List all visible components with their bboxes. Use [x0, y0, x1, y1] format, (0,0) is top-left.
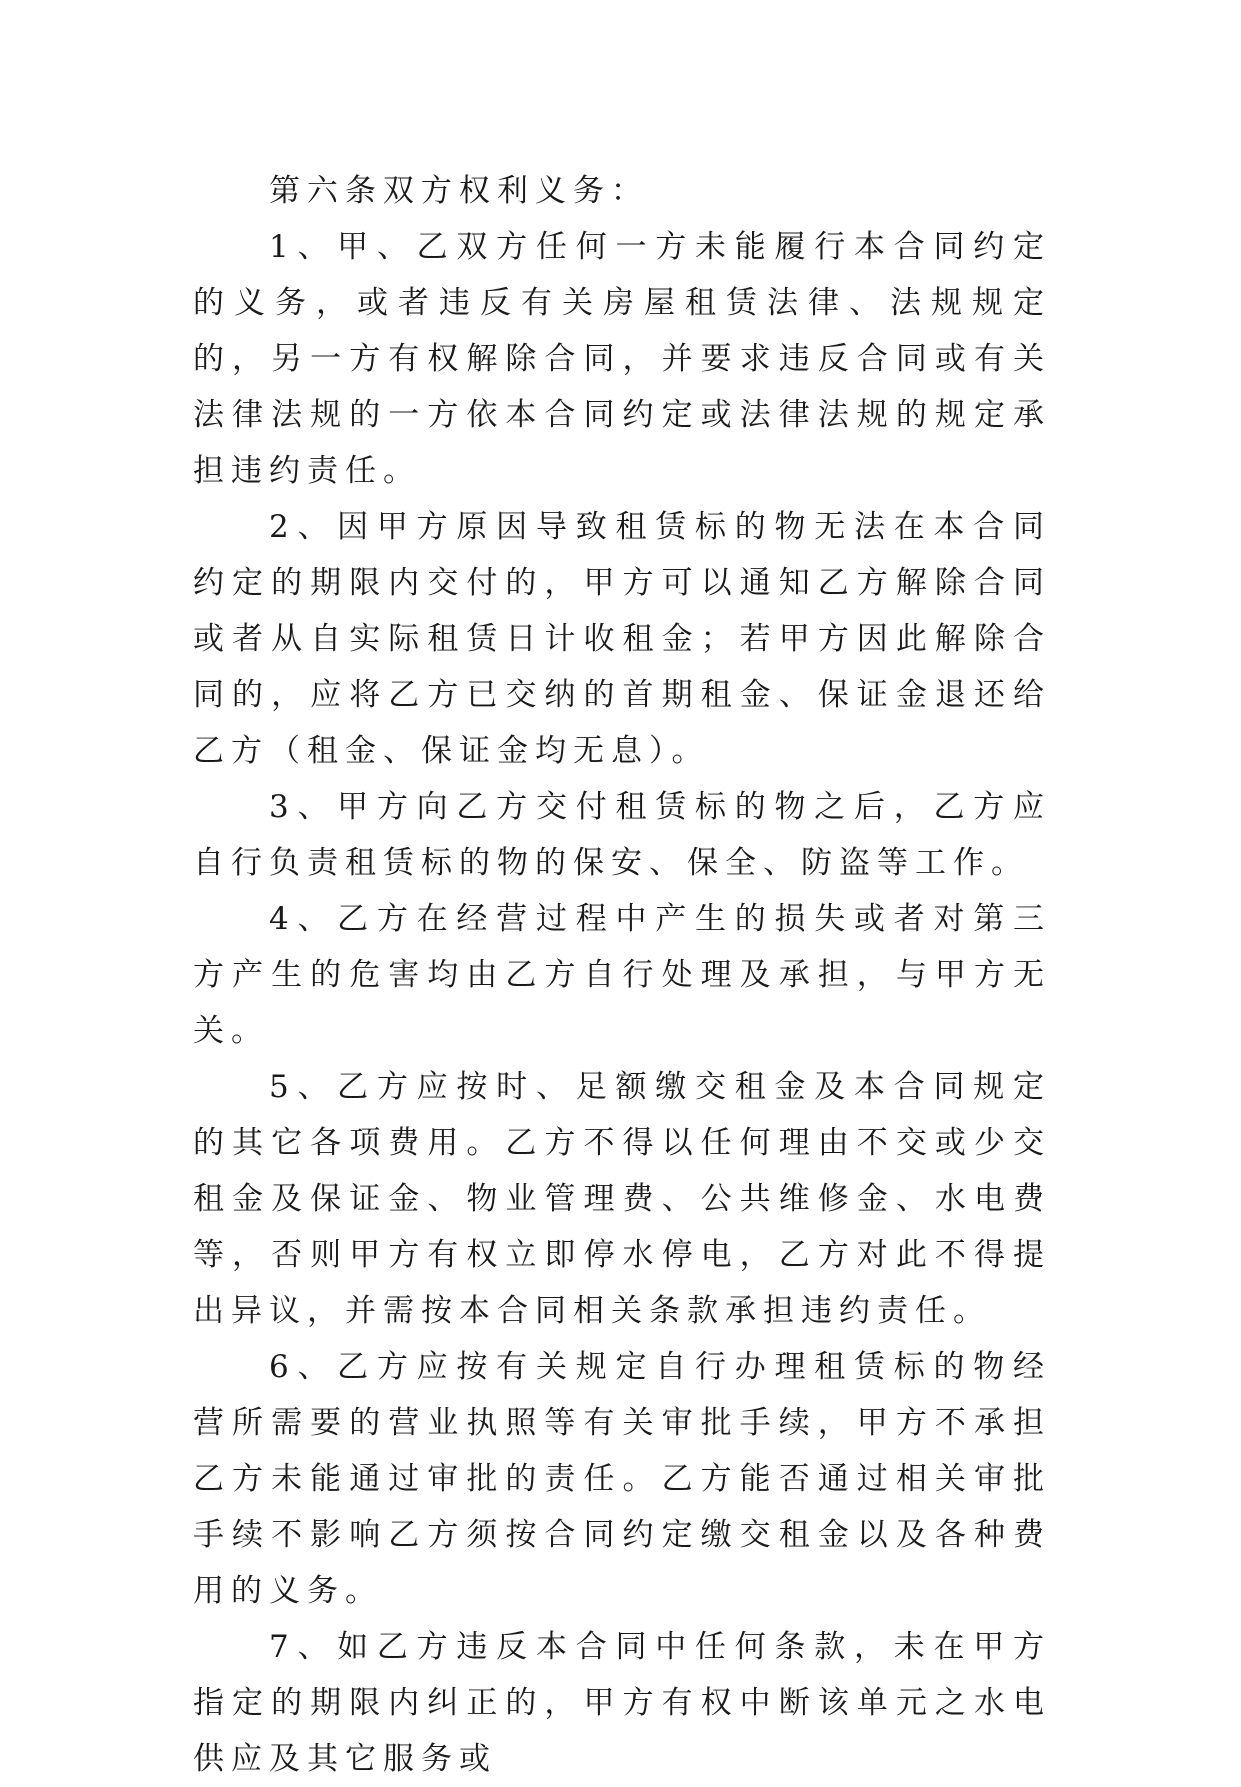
clause-4: 4、乙方在经营过程中产生的损失或者对第三方产生的危害均由乙方自行处理及承担，与甲方无关。 [193, 901, 1051, 1049]
clause-3: 3、甲方向乙方交付租赁标的物之后，乙方应自行负责租赁标的物的保安、保全、防盗等工作。 [193, 789, 1051, 881]
clause-6: 6、乙方应按有关规定自行办理租赁标的物经营所需要的营业执照等有关审批手续，甲方不承担乙方未能通过审批的责任。乙方能否通过相关审批手续不影响乙方须按合同约定缴交租金以及各种费用的义务。 [193, 1349, 1051, 1609]
article-heading: 第六条双方权利义务： [268, 173, 649, 209]
clause-2: 2、因甲方原因导致租赁标的物无法在本合同约定的期限内交付的，甲方可以通知乙方解除合同或者从自实际租赁日计收租金；若甲方因此解除合同的，应将乙方已交纳的首期租金、保证金退还给乙方（租金、保证金均无息）。 [193, 509, 1051, 769]
clause-5: 5、乙方应按时、足额缴交租金及本合同规定的其它各项费用。乙方不得以任何理由不交或少交租金及保证金、物业管理费、公共维修金、水电费等，否则甲方有权立即停水停电，乙方对此不得提出异议，并需按本合同相关条款承担违约责任。 [193, 1069, 1051, 1329]
document-body [193, 163, 1051, 1787]
clause-1: 1、甲、乙双方任何一方未能履行本合同约定的义务，或者违反有关房屋租赁法律、法规规定的，另一方有权解除合同，并要求违反合同或有关法律法规的一方依本合同约定或法律法规的规定承担违约责任。 [193, 229, 1051, 489]
clause-7: 7、如乙方违反本合同中任何条款，未在甲方指定的期限内纠正的，甲方有权中断该单元之水电供应及其它服务或 [193, 1629, 1051, 1777]
